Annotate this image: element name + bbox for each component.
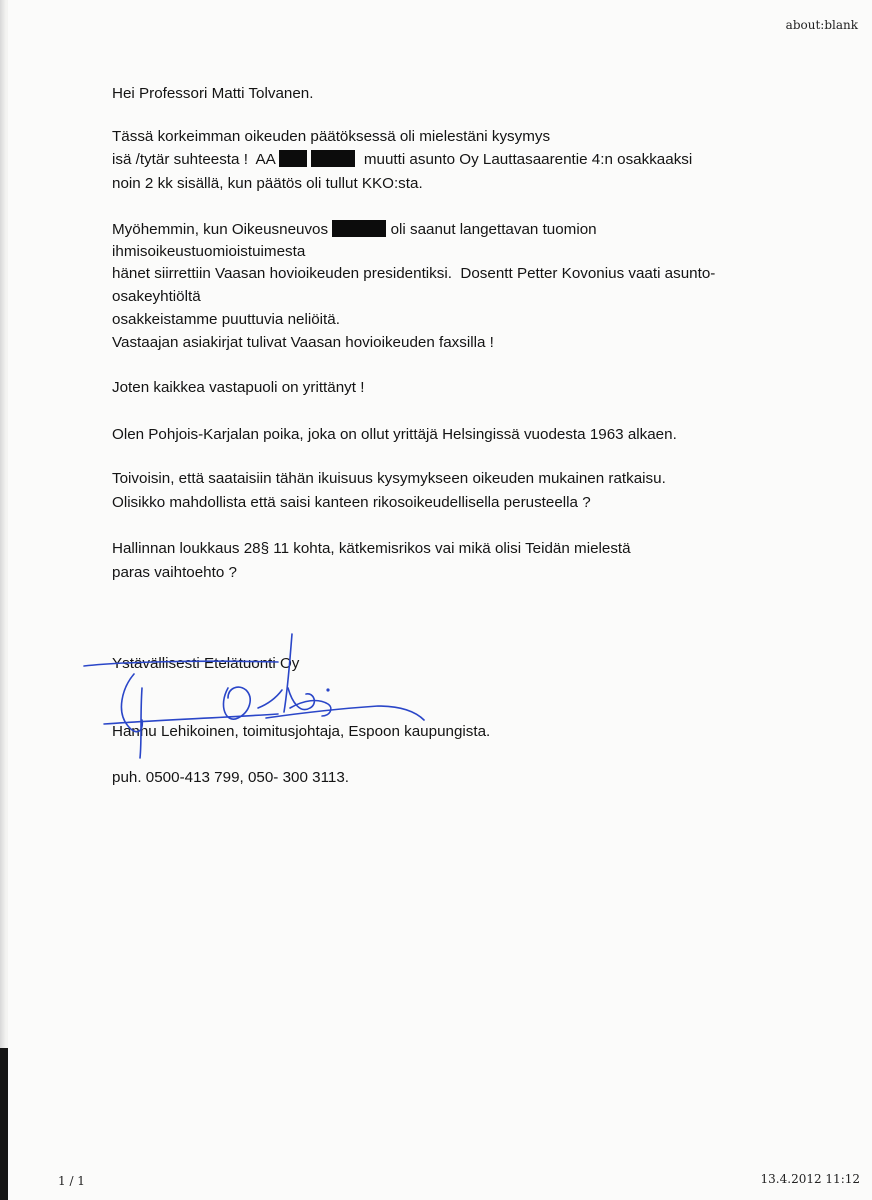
handwritten-signature (78, 628, 438, 778)
letter-text: muutti asunto Oy Lauttasaarentie 4:n osakkaaksi (363, 151, 693, 168)
print-header-url: about:blank (785, 18, 858, 32)
scan-edge-left (0, 0, 6, 1200)
print-datetime: 13.4.2012 11:12 (760, 1172, 860, 1186)
letter-signer: Hannu Lehikoinen, toimitusjohtaja, Espoon kaupungista. (112, 723, 491, 740)
letter-phone: puh. 0500-413 799, 050- 300 3113. (112, 769, 350, 786)
letter-line-redacted (112, 220, 597, 240)
letter-line: Hallinnan loukkaus 28§ 11 kohta, kätkemisrikos vai mikä olisi Teidän mielestä (112, 540, 631, 557)
letter-line: Olen Pohjois-Karjalan poika, joka on ollut yrittäjä Helsingissä vuodesta 1963 alkaen. (112, 426, 677, 443)
document-page (8, 0, 872, 1200)
letter-line: Vastaajan asiakirjat tulivat Vaasan hovioikeuden faxsilla ! (112, 334, 494, 351)
letter-line: Tässä korkeimman oikeuden päätöksessä oli mielestäni kysymys (112, 128, 551, 145)
letter-text: Myöhemmin, kun Oikeusneuvos (112, 221, 329, 238)
redaction-block (332, 220, 386, 237)
letter-text: oli saanut langettavan tuomion (390, 221, 597, 238)
redaction-block (279, 150, 307, 167)
letter-line: osakeyhtiöltä (112, 288, 201, 305)
letter-line: ihmisoikeustuomioistuimesta (112, 243, 306, 260)
letter-text: isä /tytär suhteesta ! AA (112, 151, 275, 168)
letter-line: noin 2 kk sisällä, kun päätös oli tullut KKO:sta. (112, 175, 423, 192)
page-indicator: 1 / 1 (58, 1174, 85, 1188)
letter-line: osakkeistamme puuttuvia neliöitä. (112, 311, 340, 328)
letter-line: Joten kaikkea vastapuoli on yrittänyt ! (112, 379, 365, 396)
letter-line: paras vaihtoehto ? (112, 564, 237, 581)
letter-greeting: Hei Professori Matti Tolvanen. (112, 85, 314, 102)
letter-line: Toivoisin, että saataisiin tähän ikuisuus kysymykseen oikeuden mukainen ratkaisu. (112, 470, 666, 487)
letter-line: hänet siirrettiin Vaasan hovioikeuden presidentiksi. Dosentt Petter Kovonius vaati asunto- (112, 265, 716, 282)
letter-line: Olisikko mahdollista että saisi kanteen rikosoikeudellisella perusteella ? (112, 494, 591, 511)
letter-closing: Ystävällisesti Etelätuonti Oy (112, 655, 300, 672)
redaction-block (311, 150, 355, 167)
letter-line-redacted (112, 150, 692, 170)
